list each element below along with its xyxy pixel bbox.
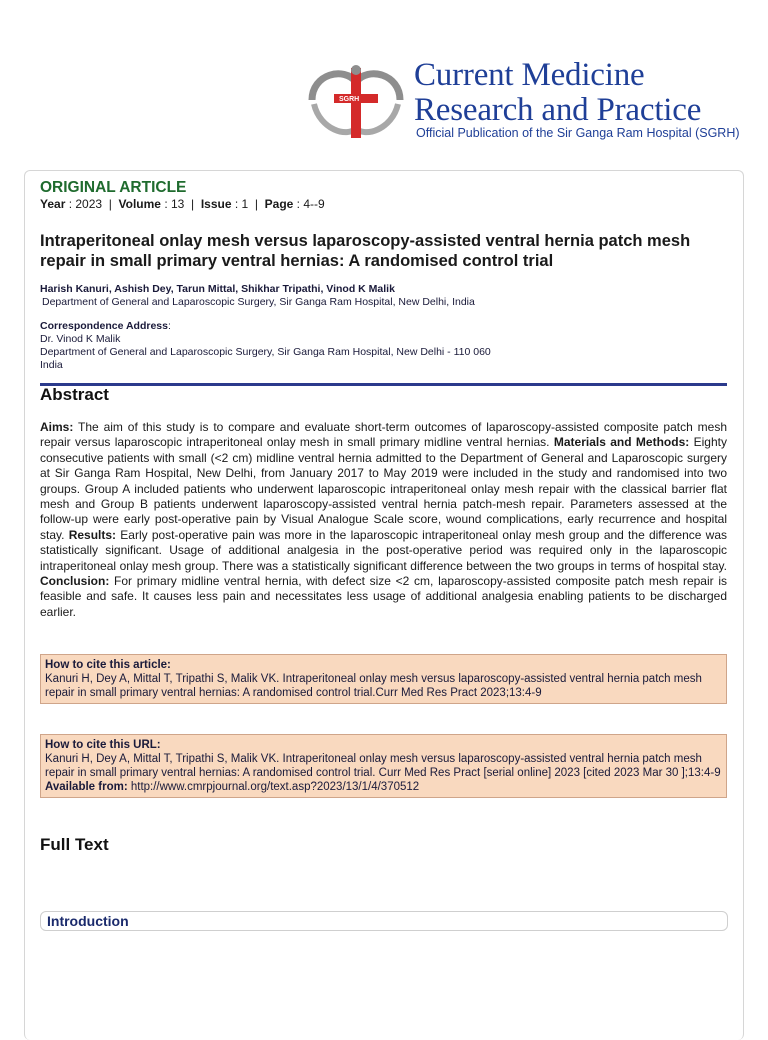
methods-label: Materials and Methods:	[553, 435, 690, 450]
cite-url-text: Kanuri H, Dey A, Mittal T, Tripathi S, Malik VK. Intraperitoneal onlay mesh versus laparoscopy-assisted ventral hernia patch mesh repair in small primary ventral hernias: A randomised control trial. Curr Med Res Pract [serial online] 2023 [cited 2023 Mar 30 ];13:4-9	[45, 753, 721, 779]
cite-article-text: Kanuri H, Dey A, Mittal T, Tripathi S, Malik VK. Intraperitoneal onlay mesh versus laparoscopy-assisted ventral hernia patch mesh repair in small primary ventral hernias: A randomised control trial.Curr Med Res Pract 2023;13:4-9	[45, 673, 702, 699]
results-text: Early post-operative pain was more in the laparoscopic intraperitoneal onlay mesh group and the difference was statistically significant. Usage of additional analgesia in the post-operative period was required only in the laparoscopic intraperitoneal onlay mesh group. There was a statistically significant difference between the two groups in terms of hospital stay.	[40, 527, 728, 573]
correspondence-label: Correspondence Address	[40, 320, 168, 332]
aims-text: The aim of this study is to compare and evaluate short-term outcomes of laparoscopy-assisted composite patch mesh repair versus laparoscopic intraperitoneal onlay mesh in small primary midline ventral hernias.	[40, 420, 727, 450]
journal-subtitle: Official Publication of the Sir Ganga Ram Hospital (SGRH)	[416, 126, 740, 140]
cite-url-label: How to cite this URL:	[45, 739, 161, 751]
conclusion-label: Conclusion:	[40, 574, 110, 589]
section-divider	[40, 383, 727, 386]
article-type: ORIGINAL ARTICLE	[40, 179, 187, 196]
page-label: Page	[264, 197, 294, 211]
article-title: Intraperitoneal onlay mesh versus laparoscopy-assisted ventral hernia patch mesh repair in small primary ventral hernias: A randomised control trial	[40, 232, 691, 270]
section-introduction[interactable]: Introduction	[40, 911, 728, 931]
year-label: Year	[40, 197, 66, 211]
author-list: Harish Kanuri, Ashish Dey, Tarun Mittal, Shikhar Tripathi, Vinod K Malik	[40, 283, 395, 295]
abstract-heading: Abstract	[40, 385, 109, 404]
journal-masthead	[300, 56, 760, 146]
correspondence-name: Dr. Vinod K Malik	[40, 333, 121, 345]
volume-label: Volume	[118, 197, 161, 211]
issue-value: 1	[241, 197, 249, 211]
issue-label: Issue	[200, 197, 232, 211]
cite-article-label: How to cite this article:	[45, 659, 171, 671]
journal-title	[414, 58, 701, 128]
results-label: Results:	[68, 527, 117, 542]
correspondence-heading: Correspondence Address:	[40, 320, 171, 332]
journal-title-line1: Current Medicine	[414, 57, 645, 93]
correspondence-country: India	[40, 359, 63, 371]
volume-value: 13	[171, 197, 185, 211]
sgrh-logo-text: SGRH	[339, 96, 360, 103]
cite-article-box	[40, 654, 727, 704]
author-affiliation: Department of General and Laparoscopic Surgery, Sir Ganga Ram Hospital, New Delhi, India	[42, 296, 475, 308]
abstract-body	[40, 420, 727, 620]
year-value: 2023	[75, 197, 103, 211]
cite-url-box	[40, 734, 727, 798]
article-meta: Year : 2023 | Volume : 13 | Issue : 1 | Page : 4--9	[40, 197, 325, 211]
cite-url-link[interactable]: http://www.cmrpjournal.org/text.asp?2023/13/1/4/370512	[130, 781, 420, 793]
correspondence-address: Department of General and Laparoscopic Surgery, Sir Ganga Ram Hospital, New Delhi - 110 060	[40, 346, 491, 358]
journal-title-line2: Research and Practice	[414, 92, 702, 128]
aims-label: Aims:	[40, 420, 74, 434]
page-value: 4--9	[303, 197, 325, 211]
available-from-label: Available from:	[45, 781, 128, 793]
methods-text: Eighty consecutive patients with small (<2 cm) midline ventral hernia admitted to the Department of General and Laparoscopic surgery at Sir Ganga Ram Hospital, New Delhi, from January 2017 to May 2019 were included in the study and randomised into two groups. Group A included patients who underwent laparoscopic intraperitoneal onlay mesh repair with the classical barrier flat mesh and Group B patients underwent laparoscopy-assisted ventral hernia patch-mesh repair. Parameters assessed at the follow-up were early post-operative pain by Visual Analogue Scale score, wound complications, early recurrence and hospital stay.	[40, 435, 727, 542]
full-text-heading: Full Text	[40, 835, 109, 854]
conclusion-text: For primary midline ventral hernia, with defect size <2 cm, laparoscopy-assisted composite patch mesh repair is feasible and safe. It causes less pain and necessitates less usage of additional analgesia enabling patients to be discharged earlier.	[40, 574, 727, 619]
